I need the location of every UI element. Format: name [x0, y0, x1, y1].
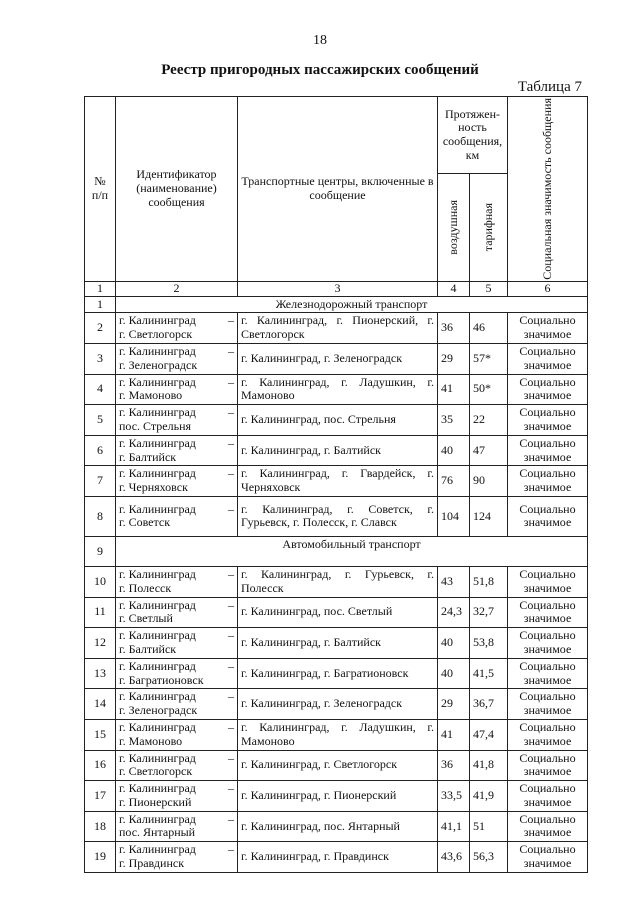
- section-num: 9: [85, 536, 116, 566]
- row-tariff-length: 32,7: [470, 597, 508, 628]
- table-row: [85, 750, 588, 781]
- row-air-length: 29: [438, 343, 470, 374]
- row-num: 8: [85, 496, 116, 536]
- row-identifier: г. Калининград – г. Правдинск: [116, 842, 238, 873]
- row-centers: г. Калининград, г. Балтийск: [238, 435, 438, 466]
- table-row: [85, 466, 588, 497]
- row-tariff-length: 53,8: [470, 628, 508, 659]
- row-centers: г. Калининград, г. Правдинск: [238, 842, 438, 873]
- row-num: 14: [85, 689, 116, 720]
- table-row: [85, 689, 588, 720]
- header-social-text: Социальная значимость сообщения: [539, 98, 554, 280]
- row-air-length: 29: [438, 689, 470, 720]
- identifier-from: г. Калининград: [119, 501, 196, 516]
- section-num: 1: [85, 296, 116, 313]
- row-centers: г. Калининград, г. Балтийск: [238, 628, 438, 659]
- row-tariff-length: 57*: [470, 343, 508, 374]
- section-title: Железнодорожный транспорт: [116, 296, 588, 313]
- identifier-from: г. Калининград: [119, 658, 196, 673]
- identifier-from: г. Калининград: [119, 466, 196, 481]
- table-row: [85, 343, 588, 374]
- row-air-length: 41: [438, 719, 470, 750]
- table-label: Таблица 7: [517, 79, 582, 95]
- row-social: Социально значимое: [508, 842, 588, 873]
- row-air-length: 33,5: [438, 781, 470, 812]
- row-identifier: г. Калининград – г. Мамоново: [116, 374, 238, 405]
- row-identifier: г. Калининград – г. Черняховск: [116, 466, 238, 497]
- row-air-length: 76: [438, 466, 470, 497]
- col-number: 4: [438, 281, 470, 296]
- row-centers: г. Калининград, г. Пионерский, г. Светлогорск: [238, 313, 438, 344]
- column-numbers-row: [85, 281, 588, 296]
- identifier-to: г. Багратионовск: [119, 672, 204, 687]
- row-tariff-length: 51,8: [470, 566, 508, 597]
- row-num: 12: [85, 628, 116, 659]
- row-air-length: 43: [438, 566, 470, 597]
- identifier-from: г. Калининград: [119, 628, 196, 643]
- row-social: Социально значимое: [508, 405, 588, 436]
- row-social: Социально значимое: [508, 597, 588, 628]
- identifier-from: г. Калининград: [119, 343, 196, 358]
- identifier-from: г. Калининград: [119, 597, 196, 612]
- row-centers: г. Калининград, пос. Янтарный: [238, 811, 438, 842]
- row-identifier: г. Калининград – г. Полесск: [116, 566, 238, 597]
- row-centers: г. Калининград, г. Светлогорск: [238, 750, 438, 781]
- row-identifier: г. Калининград – пос. Стрельня: [116, 405, 238, 436]
- row-num: 11: [85, 597, 116, 628]
- row-tariff-length: 22: [470, 405, 508, 436]
- row-num: 18: [85, 811, 116, 842]
- row-centers: г. Калининград, г. Ладушкин, г. Мамоново: [238, 374, 438, 405]
- identifier-to: г. Мамоново: [119, 733, 183, 748]
- row-tariff-length: 90: [470, 466, 508, 497]
- row-tariff-length: 124: [470, 496, 508, 536]
- header-tariff-text: тарифная: [480, 203, 495, 252]
- col-number: 2: [116, 281, 238, 296]
- header-tariff: [470, 174, 508, 282]
- table-row: [85, 374, 588, 405]
- table-row: [85, 597, 588, 628]
- row-social: Социально значимое: [508, 496, 588, 536]
- row-social: Социально значимое: [508, 313, 588, 344]
- identifier-from: г. Калининград: [119, 750, 196, 765]
- row-identifier: г. Калининград – г. Пионерский: [116, 781, 238, 812]
- row-social: Социально значимое: [508, 658, 588, 689]
- row-tariff-length: 41,9: [470, 781, 508, 812]
- header-air: [438, 174, 470, 282]
- table-row: [85, 313, 588, 344]
- row-social: Социально значимое: [508, 466, 588, 497]
- section-row: [85, 536, 588, 566]
- row-num: 17: [85, 781, 116, 812]
- row-centers: г. Калининград, пос. Стрельня: [238, 405, 438, 436]
- row-centers: г. Калининград, г. Советск, г. Гурьевск, г. Полесск, г. Славск: [238, 496, 438, 536]
- row-identifier: г. Калининград – г. Мамоново: [116, 719, 238, 750]
- identifier-from: г. Калининград: [119, 374, 196, 389]
- row-num: 16: [85, 750, 116, 781]
- identifier-to: пос. Стрельня: [119, 418, 192, 433]
- table-row: [85, 781, 588, 812]
- row-tariff-length: 46: [470, 313, 508, 344]
- row-air-length: 41: [438, 374, 470, 405]
- identifier-to: г. Черняховск: [119, 480, 188, 495]
- row-air-length: 35: [438, 405, 470, 436]
- header-social: [508, 97, 588, 282]
- row-air-length: 40: [438, 628, 470, 659]
- page-title: Реестр пригородных пассажирских сообщений: [161, 62, 479, 78]
- row-identifier: г. Калининград – пос. Янтарный: [116, 811, 238, 842]
- header-centers: Транспортные центры, включенные в сообщение: [238, 97, 438, 282]
- row-num: 6: [85, 435, 116, 466]
- identifier-from: г. Калининград: [119, 811, 196, 826]
- col-number: 3: [238, 281, 438, 296]
- row-identifier: г. Калининград – г. Светлогорск: [116, 313, 238, 344]
- row-social: Социально значимое: [508, 811, 588, 842]
- identifier-to: г. Мамоново: [119, 388, 183, 403]
- row-num: 2: [85, 313, 116, 344]
- row-social: Социально значимое: [508, 781, 588, 812]
- row-tariff-length: 36,7: [470, 689, 508, 720]
- identifier-from: г. Калининград: [119, 689, 196, 704]
- row-air-length: 40: [438, 658, 470, 689]
- identifier-to: г. Полесск: [119, 580, 172, 595]
- row-identifier: г. Калининград – г. Балтийск: [116, 435, 238, 466]
- row-air-length: 36: [438, 750, 470, 781]
- table-row: [85, 811, 588, 842]
- row-num: 4: [85, 374, 116, 405]
- row-num: 15: [85, 719, 116, 750]
- row-tariff-length: 56,3: [470, 842, 508, 873]
- row-social: Социально значимое: [508, 435, 588, 466]
- identifier-to: пос. Янтарный: [119, 825, 196, 840]
- row-air-length: 41,1: [438, 811, 470, 842]
- row-num: 10: [85, 566, 116, 597]
- row-centers: г. Калининград, г. Гвардейск, г. Черняховск: [238, 466, 438, 497]
- header-identifier: Идентификатор (наименование) сообщения: [116, 97, 238, 282]
- row-social: Социально значимое: [508, 343, 588, 374]
- row-social: Социально значимое: [508, 374, 588, 405]
- identifier-to: г. Советск: [119, 515, 171, 530]
- identifier-from: г. Калининград: [119, 842, 196, 857]
- row-tariff-length: 41,8: [470, 750, 508, 781]
- row-social: Социально значимое: [508, 628, 588, 659]
- header-length: Протяжен-ность сообщения, км: [438, 97, 508, 174]
- row-air-length: 24,3: [438, 597, 470, 628]
- row-num: 19: [85, 842, 116, 873]
- row-social: Социально значимое: [508, 689, 588, 720]
- row-air-length: 36: [438, 313, 470, 344]
- row-centers: г. Калининград, г. Гурьевск, г. Полесск: [238, 566, 438, 597]
- row-identifier: г. Калининград – г. Зеленоградск: [116, 343, 238, 374]
- row-num: 3: [85, 343, 116, 374]
- table-row: [85, 658, 588, 689]
- row-centers: г. Калининград, г. Ладушкин, г. Мамоново: [238, 719, 438, 750]
- identifier-from: г. Калининград: [119, 781, 196, 796]
- table-row: [85, 842, 588, 873]
- registry-table: [84, 96, 588, 873]
- row-num: 13: [85, 658, 116, 689]
- row-identifier: г. Калининград – г. Багратионовск: [116, 658, 238, 689]
- row-air-length: 40: [438, 435, 470, 466]
- identifier-to: г. Светлогорск: [119, 764, 193, 779]
- row-centers: г. Калининград, пос. Светлый: [238, 597, 438, 628]
- row-air-length: 104: [438, 496, 470, 536]
- row-centers: г. Калининград, г. Зеленоградск: [238, 343, 438, 374]
- page-number: 18: [313, 33, 327, 48]
- row-identifier: г. Калининград – г. Светлогорск: [116, 750, 238, 781]
- identifier-to: г. Пионерский: [119, 794, 192, 809]
- identifier-from: г. Калининград: [119, 313, 196, 328]
- col-number: 5: [470, 281, 508, 296]
- row-social: Социально значимое: [508, 566, 588, 597]
- row-identifier: г. Калининград – г. Светлый: [116, 597, 238, 628]
- row-tariff-length: 50*: [470, 374, 508, 405]
- row-centers: г. Калининград, г. Багратионовск: [238, 658, 438, 689]
- header-air-text: воздушная: [445, 200, 460, 255]
- col-number: 6: [508, 281, 588, 296]
- row-air-length: 43,6: [438, 842, 470, 873]
- table-row: [85, 496, 588, 536]
- identifier-from: г. Калининград: [119, 566, 196, 581]
- row-centers: г. Калининград, г. Зеленоградск: [238, 689, 438, 720]
- row-tariff-length: 41,5: [470, 658, 508, 689]
- table-row: [85, 628, 588, 659]
- row-identifier: г. Калининград – г. Советск: [116, 496, 238, 536]
- identifier-to: г. Правдинск: [119, 856, 185, 871]
- identifier-to: г. Зеленоградск: [119, 357, 198, 372]
- row-tariff-length: 51: [470, 811, 508, 842]
- header-num: № п/п: [85, 97, 116, 282]
- identifier-to: г. Светлогорск: [119, 327, 193, 342]
- col-number: 1: [85, 281, 116, 296]
- identifier-to: г. Балтийск: [119, 641, 177, 656]
- row-social: Социально значимое: [508, 719, 588, 750]
- identifier-to: г. Балтийск: [119, 449, 177, 464]
- row-num: 5: [85, 405, 116, 436]
- row-num: 7: [85, 466, 116, 497]
- table-row: [85, 719, 588, 750]
- row-centers: г. Калининград, г. Пионерский: [238, 781, 438, 812]
- section-title: Автомобильный транспорт: [116, 536, 588, 566]
- identifier-from: г. Калининград: [119, 719, 196, 734]
- identifier-to: г. Зеленоградск: [119, 703, 198, 718]
- row-tariff-length: 47: [470, 435, 508, 466]
- section-row: [85, 296, 588, 313]
- identifier-from: г. Калининград: [119, 405, 196, 420]
- row-identifier: г. Калининград – г. Балтийск: [116, 628, 238, 659]
- row-tariff-length: 47,4: [470, 719, 508, 750]
- row-social: Социально значимое: [508, 750, 588, 781]
- table-row: [85, 405, 588, 436]
- table-body: [85, 296, 588, 872]
- identifier-from: г. Калининград: [119, 435, 196, 450]
- row-identifier: г. Калининград – г. Зеленоградск: [116, 689, 238, 720]
- table-row: [85, 566, 588, 597]
- identifier-to: г. Светлый: [119, 611, 173, 626]
- table-row: [85, 435, 588, 466]
